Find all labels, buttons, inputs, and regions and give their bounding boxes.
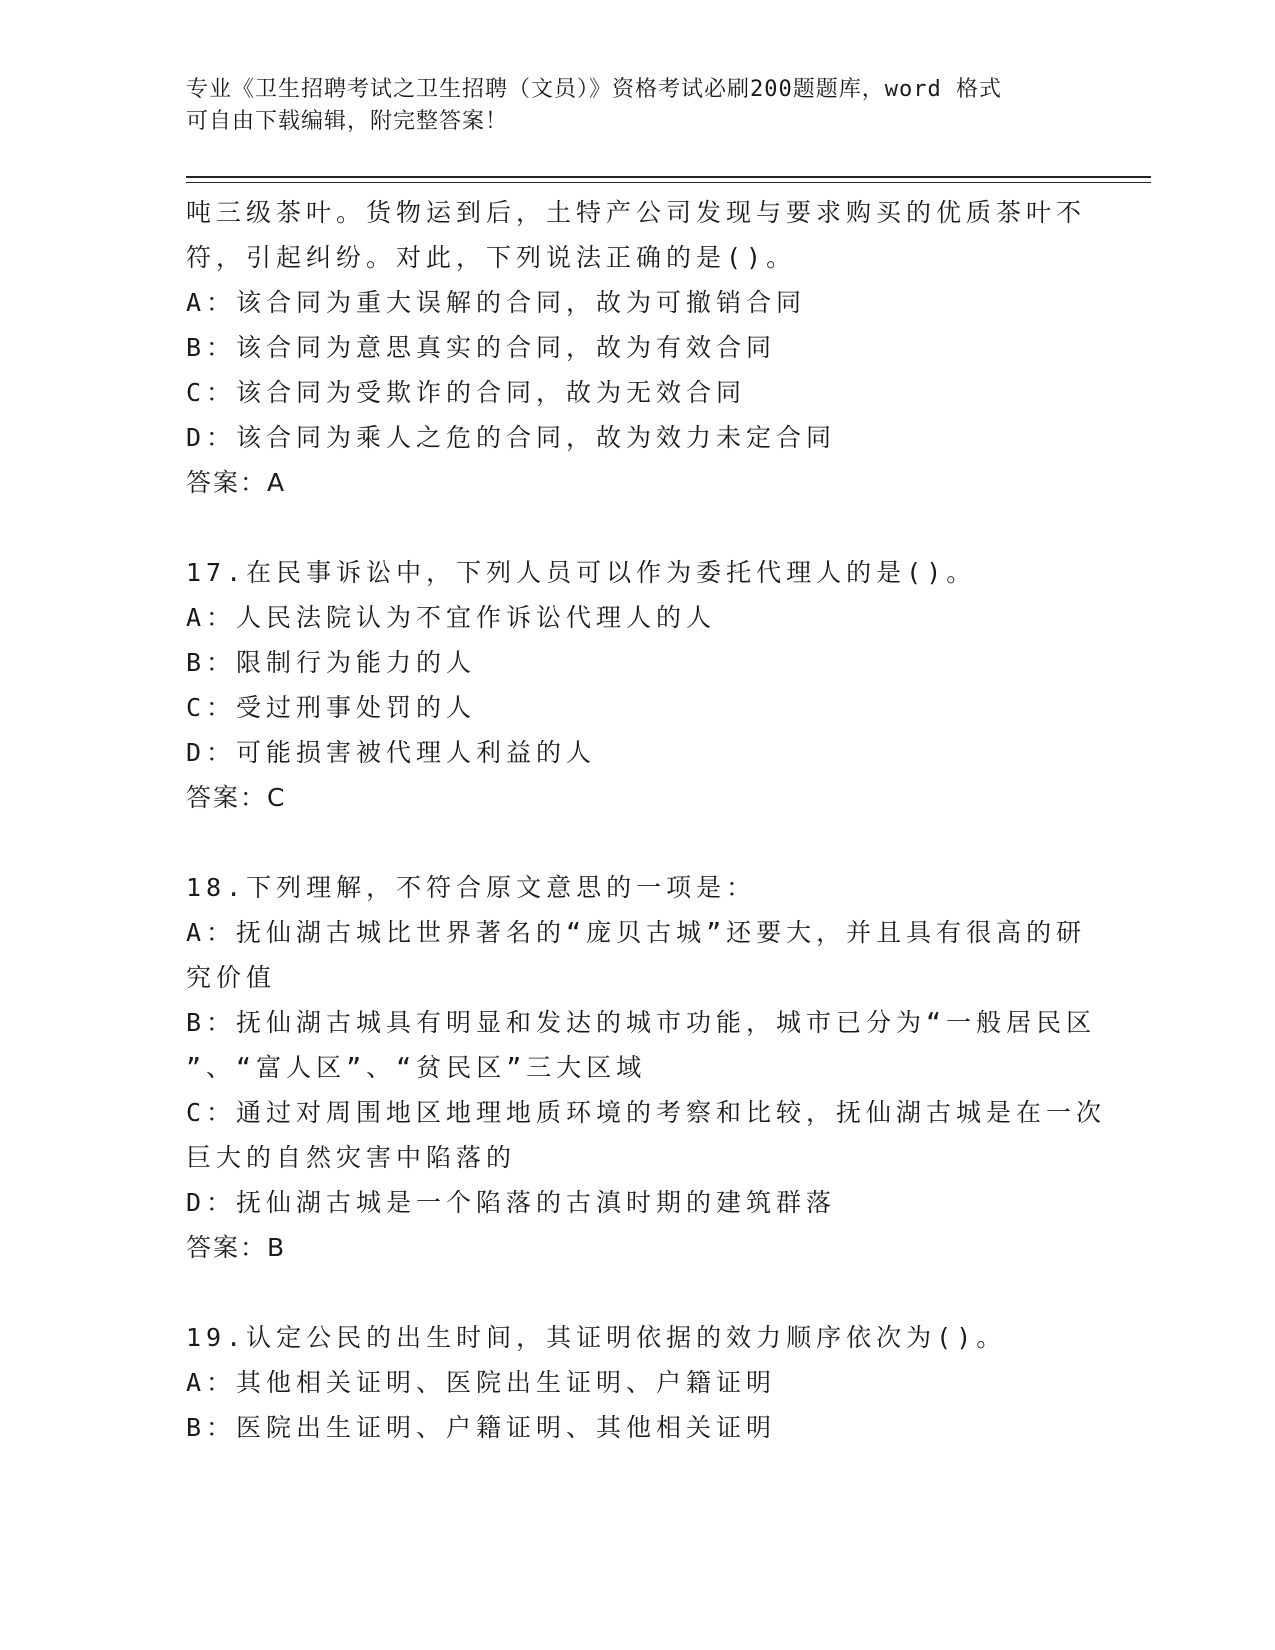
question-18 xyxy=(186,865,1107,1270)
header-line-1: 专业《卫生招聘考试之卫生招聘（文员）》资格考试必刷200题题库，word 格式 xyxy=(186,77,1002,102)
header-line-2: 可自由下载编辑，附完整答案！ xyxy=(186,109,509,134)
option-a: A：该合同为重大误解的合同，故为可撤销合同 xyxy=(186,288,807,317)
option-a: A：抚仙湖古城比世界著名的“庞贝古城”还要大，并且具有很高的研 xyxy=(186,918,1087,947)
question-stem-line: 符，引起纠纷。对此，下列说法正确的是()。 xyxy=(186,243,797,272)
option-d: D：可能损害被代理人利益的人 xyxy=(186,738,597,767)
option-b: B：限制行为能力的人 xyxy=(186,648,477,677)
option-d: D：抚仙湖古城是一个陷落的古滇时期的建筑群落 xyxy=(186,1188,837,1217)
answer-line: 答案：A xyxy=(186,468,287,497)
header-divider-thick xyxy=(186,176,1151,178)
option-c: C：该合同为受欺诈的合同，故为无效合同 xyxy=(186,378,747,407)
option-b: B：医院出生证明、户籍证明、其他相关证明 xyxy=(186,1413,777,1442)
document-header xyxy=(186,74,1066,138)
question-16-continued xyxy=(186,190,1086,505)
option-c: C：通过对周围地区地理地质环境的考察和比较，抚仙湖古城是在一次 xyxy=(186,1098,1107,1127)
option-c-continued: 巨大的自然灾害中陷落的 xyxy=(186,1143,517,1172)
answer-line: 答案：C xyxy=(186,783,287,812)
question-19 xyxy=(186,1315,1086,1450)
question-stem: 17.在民事诉讼中，下列人员可以作为委托代理人的是()。 xyxy=(186,558,977,587)
answer-line: 答案：B xyxy=(186,1233,287,1262)
question-stem-line: 吨三级茶叶。货物运到后，土特产公司发现与要求购买的优质茶叶不 xyxy=(186,198,1087,227)
option-b: B：抚仙湖古城具有明显和发达的城市功能，城市已分为“一般居民区 xyxy=(186,1008,1097,1037)
header-divider-thin xyxy=(186,182,1151,183)
question-stem: 19.认定公民的出生时间，其证明依据的效力顺序依次为()。 xyxy=(186,1323,1007,1352)
option-b: B：该合同为意思真实的合同，故为有效合同 xyxy=(186,333,777,362)
option-b-continued: ”、“富人区”、“贫民区”三大区域 xyxy=(186,1053,647,1082)
question-17 xyxy=(186,550,1086,820)
option-d: D：该合同为乘人之危的合同，故为效力未定合同 xyxy=(186,423,837,452)
question-list xyxy=(186,190,1107,1450)
option-a: A：人民法院认为不宜作诉讼代理人的人 xyxy=(186,603,717,632)
option-a: A：其他相关证明、医院出生证明、户籍证明 xyxy=(186,1368,777,1397)
option-a-continued: 究价值 xyxy=(186,963,277,992)
option-c: C：受过刑事处罚的人 xyxy=(186,693,477,722)
question-stem: 18.下列理解，不符合原文意思的一项是： xyxy=(186,873,757,902)
